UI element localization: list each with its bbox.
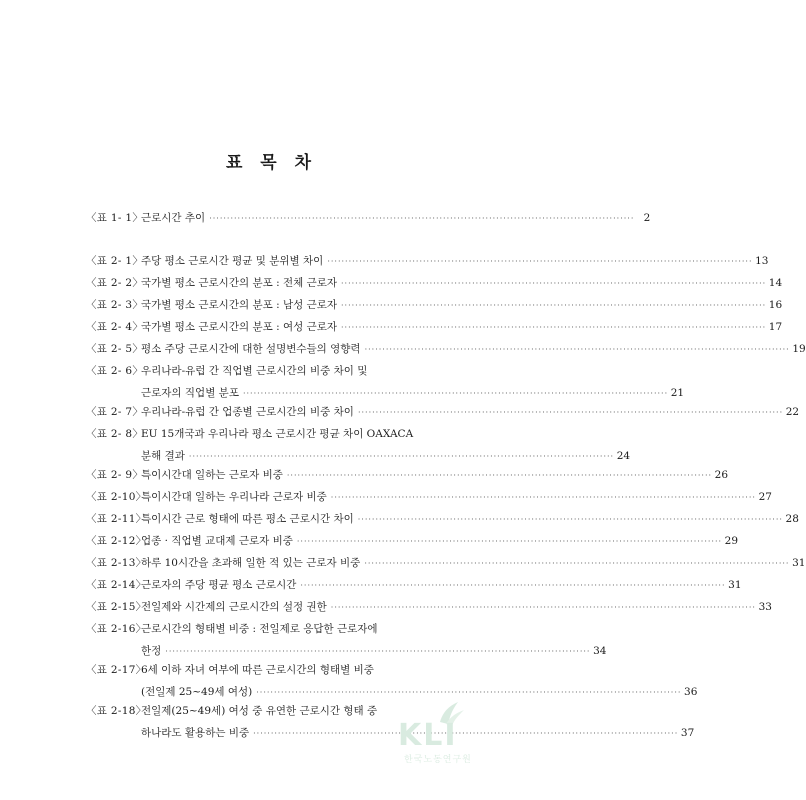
toc-entry[interactable] — [86, 364, 685, 408]
toc-entry-title: 업종 · 직업별 교대제 근로자 비중 — [141, 535, 293, 547]
toc-leader-dots: ························································································································ — [357, 515, 783, 524]
toc-leader-dots: ························································································································ — [286, 471, 713, 480]
toc-entry-label: 〈표 2-11〉 — [86, 513, 147, 525]
toc-leader-dots: ························································································································ — [242, 389, 669, 398]
toc-leader-dots: ························································································································ — [165, 647, 591, 656]
toc-page-number: 16 — [768, 299, 783, 311]
toc-entry-label: 〈표 2-16〉 — [86, 623, 147, 635]
toc-page-number: 22 — [785, 406, 800, 418]
toc-entry-title: 하루 10시간을 초과해 일한 적 있는 근로자 비중 — [141, 557, 361, 569]
toc-entry-label: 〈표 2- 8〉 — [86, 428, 144, 440]
toc-leader-dots: ························································································································ — [253, 729, 679, 738]
toc-entry-label: 〈표 2- 6〉 — [86, 365, 144, 377]
toc-entry[interactable] — [86, 298, 783, 320]
toc-entry-label: 〈표 2-14〉 — [86, 579, 147, 591]
toc-leader-dots: ························································································································ — [330, 603, 756, 612]
toc-entry-title: 하나라도 활용하는 비중 — [141, 727, 250, 739]
toc-entry-title: 특이시간대 일하는 근로자 비중 — [141, 469, 283, 481]
toc-entry[interactable] — [86, 211, 651, 233]
toc-entry-label: 〈표 2- 9〉 — [86, 469, 144, 481]
toc-entry-label: 〈표 2- 2〉 — [86, 277, 144, 289]
toc-entry[interactable] — [86, 534, 739, 556]
toc-entry-title: 우리나라-유럽 간 업종별 근로시간의 비중 차이 — [141, 406, 354, 418]
page-title: 표 목 차 — [225, 153, 318, 173]
toc-entry[interactable] — [86, 578, 742, 600]
toc-entry-title: 근로자의 주당 평균 평소 근로시간 — [141, 579, 297, 591]
toc-page-number: 33 — [758, 601, 772, 613]
toc-entry-title: 한정 — [141, 645, 162, 657]
toc-leader-dots: ························································································································ — [330, 493, 756, 502]
toc-page-number: 26 — [714, 469, 729, 481]
toc-entry[interactable] — [86, 320, 783, 342]
toc-leader-dots: ························································································································ — [188, 452, 615, 461]
toc-leader-dots: ························································································································ — [357, 408, 784, 417]
toc-entry-title: 국가별 평소 근로시간의 분포 : 여성 근로자 — [141, 321, 337, 333]
toc-entry-title: 근로시간 추이 — [141, 212, 206, 224]
toc-leader-dots: ························································································································ — [327, 257, 753, 266]
toc-entry-label: 〈표 2-17〉 — [86, 664, 147, 676]
toc-entry-title: 전일제(25~49세) 여성 중 유연한 근로시간 형태 중 — [141, 705, 378, 717]
watermark-org: 한국노동연구원 — [404, 755, 472, 765]
toc-leader-dots: ························································································································ — [364, 345, 790, 354]
toc-entry[interactable] — [86, 254, 769, 276]
toc-entry[interactable] — [86, 490, 772, 512]
toc-page-number: 28 — [785, 513, 799, 525]
toc-entry-title: 특이시간 근로 형태에 따른 평소 근로시간 차이 — [141, 513, 354, 525]
toc-leader-dots: ························································································································ — [341, 279, 767, 288]
toc-page-number: 13 — [755, 255, 769, 267]
toc-entry[interactable] — [86, 468, 729, 490]
toc-page-number: 19 — [792, 343, 806, 355]
toc-entry-label: 〈표 2- 1〉 — [86, 255, 144, 267]
toc-leader-dots: ························································································································ — [300, 581, 726, 590]
toc-entry-label: 〈표 2-13〉 — [86, 557, 147, 569]
toc-leader-dots: ························································································································ — [256, 688, 682, 697]
toc-entry-label: 〈표 2- 7〉 — [86, 406, 144, 418]
toc-page-number: 31 — [792, 557, 806, 569]
toc-leader-dots: ························································································································ — [296, 537, 723, 546]
toc-entry-title: 국가별 평소 근로시간의 분포 : 전체 근로자 — [141, 277, 337, 289]
toc-entry-title: EU 15개국과 우리나라 평소 근로시간 평균 차이 OAXACA — [141, 428, 414, 440]
toc-leader-dots: ························································································································ — [341, 301, 767, 310]
toc-entry-label: 〈표 2-10〉 — [86, 491, 147, 503]
toc-page-number: 34 — [593, 645, 607, 657]
toc-page-number: 17 — [768, 321, 783, 333]
toc-entry-label: 〈표 2-18〉 — [86, 705, 147, 717]
toc-entry-title: 평소 주당 근로시간에 대한 설명변수들의 영향력 — [141, 343, 361, 355]
toc-entry-title: 분해 결과 — [141, 450, 185, 462]
toc-page-number: 27 — [758, 491, 772, 503]
watermark-logo: KLI — [398, 718, 458, 753]
toc-entry-title: (전일제 25~49세 여성) — [141, 686, 253, 698]
toc-page-number: 14 — [768, 277, 783, 289]
toc-entry[interactable] — [86, 342, 806, 364]
toc-entry-title: 우리나라-유럽 간 직업별 근로시간의 비중 차이 및 — [141, 365, 368, 377]
toc-entry-label: 〈표 2- 3〉 — [86, 299, 144, 311]
toc-leader-dots: ························································································································ — [364, 559, 790, 568]
toc-leader-dots: ························································································································ — [341, 323, 767, 332]
toc-page-number: 36 — [684, 686, 698, 698]
toc-entry[interactable] — [86, 276, 783, 298]
toc-entry[interactable] — [86, 556, 806, 578]
toc-leader-dots: ························································································································ — [209, 214, 635, 223]
toc-entry[interactable] — [86, 405, 800, 427]
toc-entry-title: 국가별 평소 근로시간의 분포 : 남성 근로자 — [141, 299, 337, 311]
toc-entry-label: 〈표 2-15〉 — [86, 601, 147, 613]
toc-entry-title: 전일제와 시간제의 근로시간의 설정 권한 — [141, 601, 327, 613]
toc-entry-title: 근로자의 직업별 분포 — [141, 387, 239, 399]
toc-entry-label: 〈표 2- 5〉 — [86, 343, 144, 355]
toc-entry[interactable] — [86, 427, 631, 471]
toc-entry-title: 특이시간대 일하는 우리나라 근로자 비중 — [141, 491, 327, 503]
toc-page-number: 29 — [724, 535, 739, 547]
toc-page-number: 37 — [680, 727, 695, 739]
toc-page-number: 24 — [616, 450, 631, 462]
toc-page-number: 31 — [728, 579, 742, 591]
toc-entry-label: 〈표 1- 1〉 — [86, 212, 144, 224]
toc-entry-title: 6세 이하 자녀 여부에 따른 근로시간의 형태별 비중 — [141, 664, 374, 676]
toc-entry-label: 〈표 2- 4〉 — [86, 321, 144, 333]
toc-entry[interactable] — [86, 600, 772, 622]
toc-entry-label: 〈표 2-12〉 — [86, 535, 147, 547]
toc-page-number: 21 — [670, 387, 685, 399]
toc-entry-title: 근로시간의 형태별 비중 : 전일제로 응답한 근로자에 — [141, 623, 378, 635]
toc-entry[interactable] — [86, 512, 799, 534]
toc-page-number: 2 — [643, 212, 651, 224]
toc-entry[interactable] — [86, 622, 607, 666]
toc-entry-title: 주당 평소 근로시간 평균 및 분위별 차이 — [141, 255, 324, 267]
